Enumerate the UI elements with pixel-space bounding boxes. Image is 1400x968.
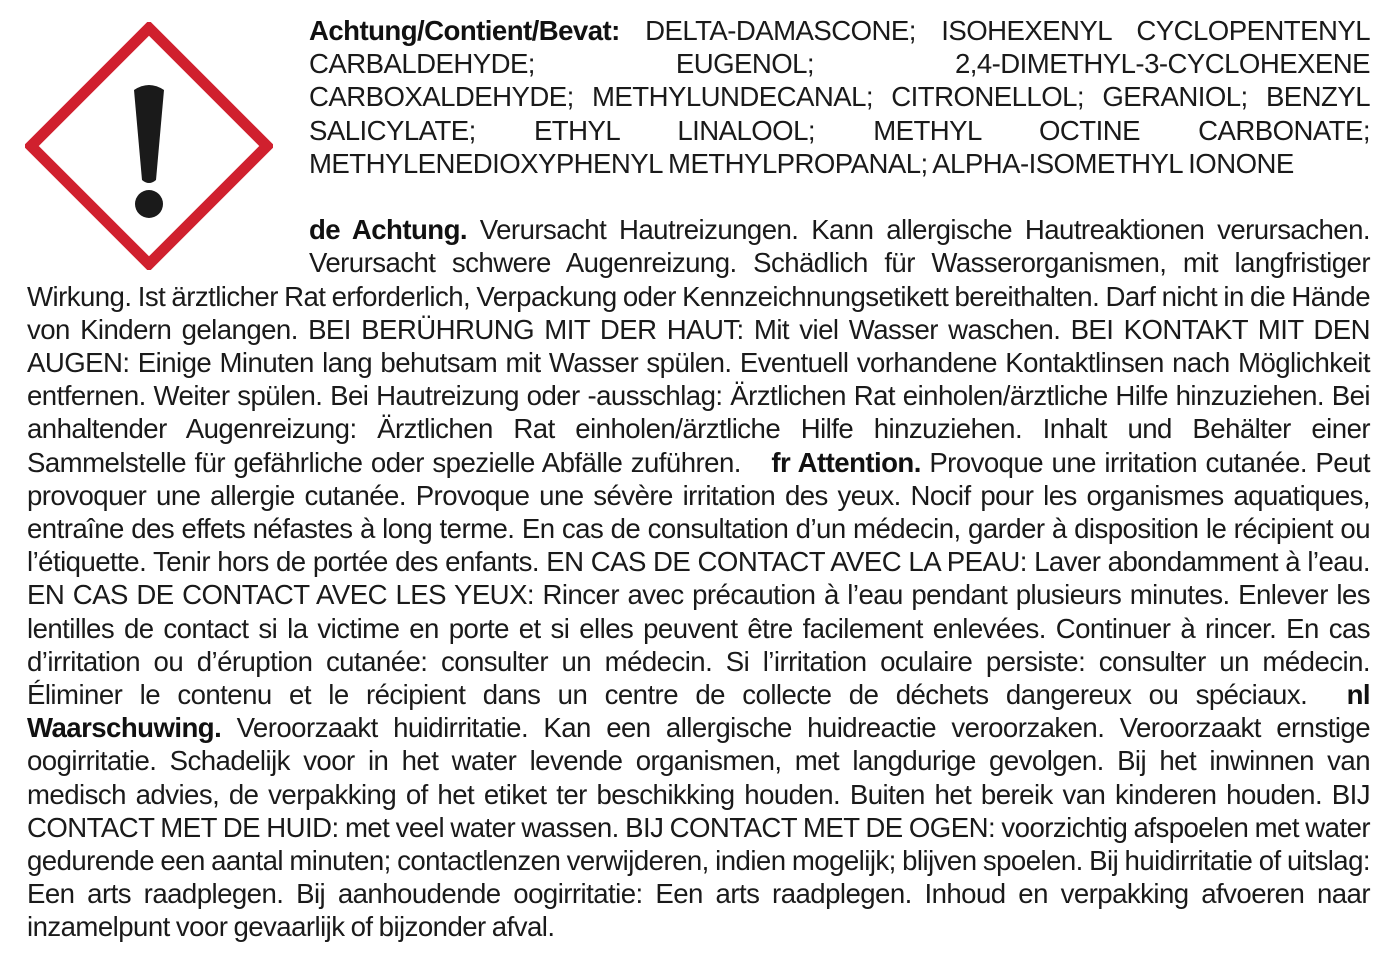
ghs-hazard-pictogram xyxy=(25,22,295,254)
fr-warning-heading: fr Attention. xyxy=(771,446,921,478)
de-warning-text: Verursacht Hautreizungen. Kann allergische Hautreaktionen verursachen. Verursacht schwere Augenreizung. Schädlich für Wasserorganismen, mit langfristiger Wirkung. Ist ärztlicher Rat erforderlich, Verpackung oder Kennzeichnungsetikett bereithalten. Darf nicht in die Hände von Kindern gelangen. BEI BERÜHRUNG MIT DER HAUT: Mit viel Wasser waschen. BEI KONTAKT MIT DEN AUGEN: Einige Minuten lang behutsam mit Wasser spülen. Eventuell vorhandene Kontaktlinsen nach Möglichkeit entfernen. Weiter spülen. Bei Hautreizung oder -ausschlag: Ärztlichen Rat einholen/ärztliche Hilfe hinzuziehen. Bei anhaltender Augenreizung: Ärztlichen Rat einholen/ärztliche Hilfe hinzuziehen. Inhalt und Behälter einer Sammelstelle für gefährliche oder spezielle Abfälle zuführen. xyxy=(27,214,1370,478)
nl-warning-text: Veroorzaakt huidirritatie. Kan een allergische huidreactie veroorzaken. Veroorzaakt ernstige oogirritatie. Schadelijk voor in het water levende organismen, met langdurige gevolgen. Bij het inwinnen van medisch advies, de verpakking of het etiket ter beschikking houden. Buiten het bereik van kinderen houden. BIJ CONTACT MET DE HUID: met veel water wassen. BIJ CONTACT MET DE OGEN: voorzichtig afspoelen met water gedurende een aantal minuten; contactlenzen verwijderen, indien mogelijk; blijven spoelen. Bij huidirritatie of uitslag: Een arts raadplegen. Bij aanhoudende oogirritatie: Een arts raadplegen. Inhoud en verpakking afvoeren naar inzamelpunt voor gevaarlijk of bijzonder afval. xyxy=(27,712,1370,943)
fr-warning-text: Provoque une irritation cutanée. Peut provoquer une allergie cutanée. Provoque une sévère irritation des yeux. Nocif pour les organismes aquatiques, entraîne des effets néfastes à long terme. En cas de consultation d’un médecin, garder à disposition le récipient ou l’étiquette. Tenir hors de portée des enfants. EN CAS DE CONTACT AVEC LA PEAU: Laver abondamment à l’eau. EN CAS DE CONTACT AVEC LES YEUX: Rincer avec précaution à l’eau pendant plusieurs minutes. Enlever les lentilles de contact si la victime en porte et si elles peuvent être facilement enlevées. Continuer à rincer. En cas d’irritation ou d’éruption cutanée: consulter un médecin. Si l’irritation oculaire persiste: consulter un médecin. Éliminer le contenu et le récipient dans un centre de collecte de déchets dangereux ou spéciaux. xyxy=(27,446,1370,711)
ingredients-heading: Achtung/Contient/Bevat: xyxy=(309,15,620,46)
multilingual-warnings xyxy=(27,213,1370,943)
de-warning-heading: de Achtung. xyxy=(309,214,468,246)
exclamation-mark-icon xyxy=(25,22,273,270)
nl-warning-heading: nl Waarschuwing. xyxy=(27,679,1371,744)
ingredients-list: DELTA-DAMASCONE; ISOHEXENYL CYCLOPENTENYL CARBALDEHYDE; EUGENOL; 2,4-DIMETHYL-3-CYCLOHEXENE CARBOXALDEHYDE; METHYLUNDECANAL; CITRONELLOL; GERANIOL; BENZYL SALICYLATE; ETHYL LINALOOL; METHYL OCTINE CARBONATE; METHYLENEDIOXYPHENYL METHYLPROPANAL; ALPHA-ISOMETHYL IONONE xyxy=(309,15,1370,179)
product-warning-label xyxy=(27,14,1370,964)
